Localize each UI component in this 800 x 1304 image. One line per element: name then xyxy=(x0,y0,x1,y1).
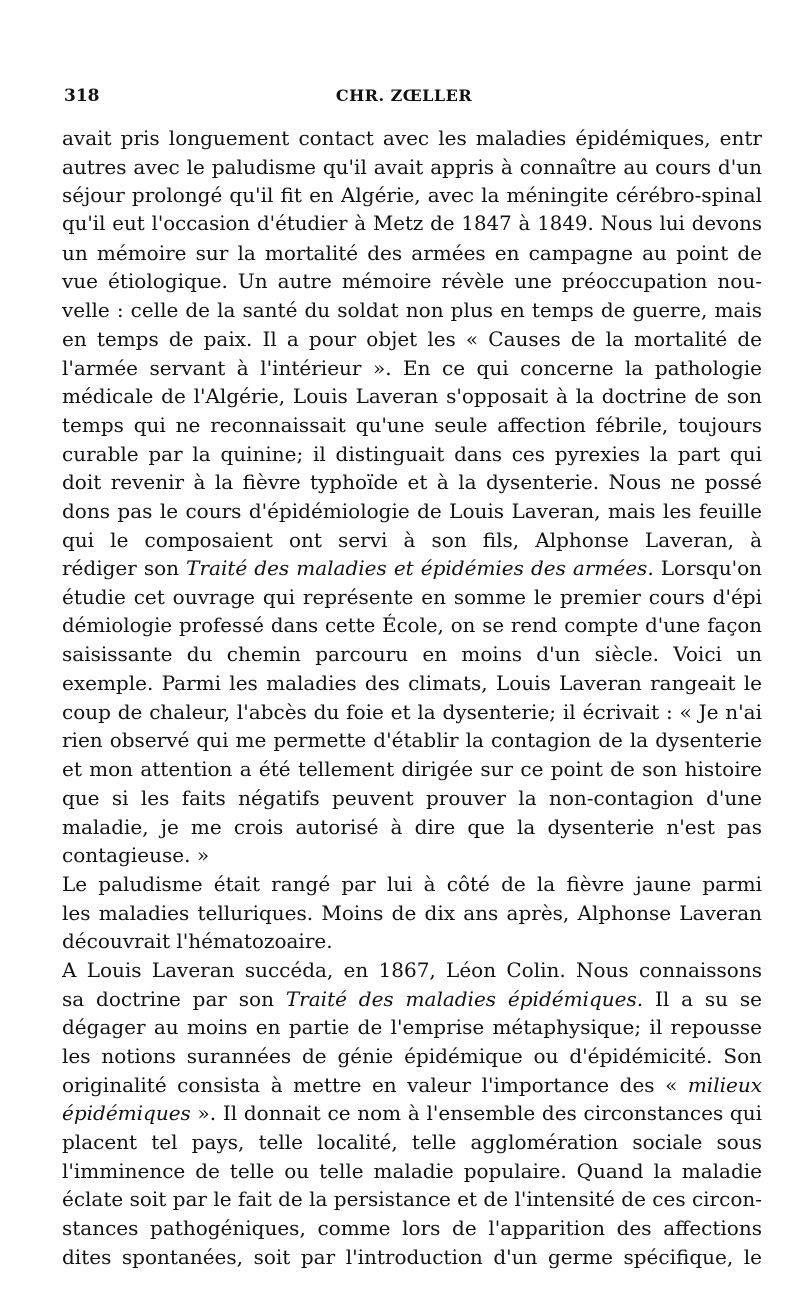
text-line: que si les faits négatifs peuvent prouver la non-contagion d'une xyxy=(62,785,762,810)
text-line: démiologie professé dans cette École, on se rend compte d'une façon xyxy=(62,613,762,637)
text-line: doit revenir à la fièvre typhoïde et à la dysenterie. Nous ne possé xyxy=(62,470,762,495)
text-line: étudie cet ouvrage qui représente en somme le premier cours d'épi xyxy=(62,585,762,609)
book-title-italic: Traité des maladies et épidémies des armées. xyxy=(186,556,654,581)
text-line-with-italic xyxy=(62,1071,762,1100)
text-line: qu'il eut l'occasion d'étudier à Metz de 1847 à 1849. Nous lui devons xyxy=(62,212,762,236)
text-fragment: rédiger son xyxy=(62,556,187,581)
paragraph-first-line: A Louis Laveran succéda, en 1867, Léon Colin. Nous connaissons xyxy=(62,957,762,982)
text-line-with-title xyxy=(62,554,762,583)
text-line: rien observé qui me permette d'établir la contagion de la dysenterie xyxy=(62,728,762,753)
text-line: médicale de l'Algérie, Louis Laveran s'opposait à la doctrine de son xyxy=(62,384,762,409)
text-line: vue étiologique. Un autre mémoire révèle une préoccupation nou- xyxy=(62,269,762,294)
text-line: et mon attention a été tellement dirigée sur ce point de son histoire xyxy=(62,757,762,782)
page-number: 318 xyxy=(64,86,100,106)
text-fragment: originalité consista à mettre en valeur l'importance des « xyxy=(62,1072,688,1097)
text-fragment: Lorsqu'on xyxy=(653,556,762,581)
text-fragment: ». Il donnait ce nom à l'ensemble des circonstances qui xyxy=(190,1101,762,1126)
body-text xyxy=(62,124,762,1272)
text-fragment: Il a su se xyxy=(643,986,762,1011)
text-line: l'armée servant à l'intérieur ». En ce qui concerne la pathologie xyxy=(62,355,762,380)
text-fragment: sa doctrine par son xyxy=(62,986,286,1011)
text-line: en temps de paix. Il a pour objet les « Causes de la mortalité de xyxy=(62,326,762,351)
book-title-italic: Traité des maladies épidémiques. xyxy=(285,986,644,1011)
running-head: CHR. ZŒLLER xyxy=(335,86,473,105)
italic-term: épidémiques xyxy=(62,1101,191,1126)
text-line: qui le composaient ont servi à son fils, Alphonse Laveran, à xyxy=(62,527,762,552)
text-line: séjour prolongé qu'il fit en Algérie, avec la méningite cérébro-spinal xyxy=(62,183,762,208)
text-line: stances pathogéniques, comme lors de l'apparition des affections xyxy=(62,1216,762,1241)
text-line: saisissante du chemin parcouru en moins d'un siècle. Voici un xyxy=(62,642,762,667)
text-line: autres avec le paludisme qu'il avait appris à connaître au cours d'un xyxy=(62,154,762,179)
text-line: placent tel pays, telle localité, telle agglomération sociale sous xyxy=(62,1130,762,1155)
text-line-paragraph-end: contagieuse. » xyxy=(62,843,210,868)
paragraph-first-line: Le paludisme était rangé par lui à côté de la fièvre jaune parmi xyxy=(62,871,762,896)
text-line-paragraph-end: découvrait l'hématozoaire. xyxy=(62,929,333,954)
text-line: exemple. Parmi les maladies des climats, Louis Laveran rangeait le xyxy=(62,671,762,696)
text-line: l'imminence de telle ou telle maladie populaire. Quand la maladie xyxy=(62,1158,762,1183)
text-line: coup de chaleur, l'abcès du foie et la dysenterie; il écrivait : « Je n'ai xyxy=(62,699,762,724)
text-line: un mémoire sur la mortalité des armées en campagne au point de xyxy=(62,240,762,265)
text-line: dons pas le cours d'épidémiologie de Louis Laveran, mais les feuille xyxy=(62,498,762,523)
text-line: velle : celle de la santé du soldat non plus en temps de guerre, mais xyxy=(62,298,762,323)
text-line: temps qui ne reconnaissait qu'une seule affection fébrile, toujours xyxy=(62,412,762,437)
text-line: avait pris longuement contact avec les maladies épidémiques, entr xyxy=(62,126,762,150)
text-line: maladie, je me crois autorisé à dire que la dysenterie n'est pas xyxy=(62,814,762,839)
text-line: éclate soit par le fait de la persistance et de l'intensité de ces circon- xyxy=(62,1187,762,1212)
text-line-with-title xyxy=(62,985,762,1014)
text-line-with-italic xyxy=(62,1099,762,1128)
text-line: dites spontanées, soit par l'introduction d'un germe spécifique, le xyxy=(62,1244,762,1269)
text-line: curable par la quinine; il distinguait dans ces pyrexies la part qui xyxy=(62,441,762,466)
italic-term: milieux xyxy=(687,1072,762,1097)
text-line: les maladies telluriques. Moins de dix ans après, Alphonse Laveran xyxy=(62,900,762,925)
page-header xyxy=(64,86,744,110)
text-line: dégager au moins en partie de l'emprise métaphysique; il repousse xyxy=(62,1015,762,1040)
text-line: les notions surannées de génie épidémique ou d'épidémicité. Son xyxy=(62,1044,762,1068)
